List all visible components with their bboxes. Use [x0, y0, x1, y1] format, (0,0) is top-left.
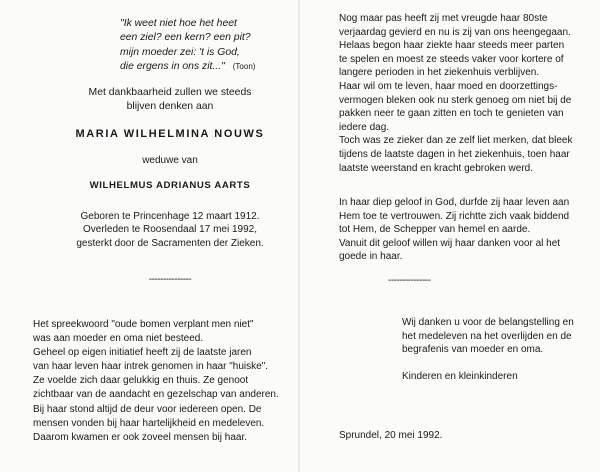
left-page [0, 0, 298, 472]
text-line: Vanuit dit geloof willen wij haar danken voor al het [339, 237, 561, 249]
widow-of-label: weduwe van [142, 155, 198, 166]
text-line: laatste weerstand en kracht gebroken werd. [339, 162, 533, 174]
memory-intro-line: blijven denken aan [126, 101, 214, 113]
text-line: verjaardag gevierd en nu is zij van ons heengegaan. [339, 26, 571, 38]
poem-author: (Toon) [232, 61, 256, 71]
right-page [300, 0, 600, 472]
story-line: mensen vonden bij haar hartelijkheid en medeleven. [33, 417, 265, 429]
poem [120, 17, 295, 74]
faith-paragraph [339, 196, 591, 264]
text-line: langere perioden in het ziekenhuis verblijven. [339, 67, 540, 79]
poem-line-text: die ergens in ons zit..." [120, 60, 225, 72]
story-line: was aan moeder en oma niet besteed. [33, 333, 204, 345]
story-line: Ze voelde zich daar gelukkig en thuis. Ze genoot [33, 375, 249, 387]
memory-intro [70, 86, 270, 115]
story-line: Bij haar stond altijd de deur voor iedereen open. De [33, 403, 262, 415]
text-line: Wij danken u voor de belangstelling en [402, 317, 574, 328]
birth-line: Geboren te Princenhage 12 maart 1912. [80, 211, 260, 222]
poem-line: een ziel? een kern? een pit? [120, 32, 251, 44]
text-line: begrafenis van moeder en oma. [402, 344, 544, 356]
text-line: Helaas begon haar ziekte haar steeds meer parten [339, 40, 565, 52]
story-line: zichtbaar van de aandacht en gezelschap van anderen. [33, 389, 279, 401]
place-date: Sprundel, 20 mei 1992. [339, 430, 443, 441]
thanks-paragraph [402, 316, 592, 357]
death-line: Overleden te Roosendaal 17 mei 1992, [82, 224, 257, 236]
text-line: Haar wil om te leven, haar moed en doorzettings- [339, 80, 558, 92]
sacraments-line: gesterkt door de Sacramenten der Zieken. [76, 237, 264, 249]
husband-name: WILHELMUS ADRIANUS AARTS [89, 180, 251, 191]
text-line: Toch was ze zieker dan ze zelf liet merken, dat bleek [339, 135, 573, 147]
story-line: van haar leven haar intrek genomen in haar "huiske". [33, 361, 269, 373]
poem-line: mijn moeder zei: 't is God, [120, 46, 240, 58]
text-line: Hem toe te vertrouwen. Zij richtte zich vaak biddend [339, 210, 570, 222]
story-paragraph [33, 318, 277, 445]
life-paragraph [339, 12, 591, 175]
text-line: vermogen bleken ook nu sterk genoeg om niet bij de [339, 94, 572, 106]
poem-line [120, 60, 295, 74]
story-line: Geheel op eigen initiatief heeft zij de laatste jaren [33, 347, 252, 359]
text-line: Nog maar pas heeft zij met vreugde haar 80ste [339, 13, 548, 24]
text-line: het medeleven na het overlijden en de [402, 330, 572, 342]
text-line: tot Hem, de Schepper van hemel en aarde. [339, 224, 531, 236]
story-line: Het spreekwoord "oude bomen verplant men niet" [33, 319, 254, 330]
text-line: iedere dag. [339, 121, 390, 133]
story-line: Daarom kwamen er ook zoveel mensen bij haar. [33, 431, 247, 443]
deceased-name: MARIA WILHELMINA NOUWS [75, 128, 265, 140]
text-line: tijdens de laatste dagen in het ziekenhuis, toen haar [339, 148, 570, 160]
text-line: In haar diep geloof in God, durfde zij haar leven aan [339, 197, 570, 208]
text-line: goede in haar. [339, 251, 403, 263]
separator: --------------- [148, 274, 192, 285]
memory-intro-line: Met dankbaarheid zullen we steeds [88, 87, 252, 98]
separator: --------------- [388, 275, 431, 286]
text-line: te spelen en moest ze steeds vaker voor kortere of [339, 53, 564, 65]
signature: Kinderen en kleinkinderen [402, 371, 518, 382]
life-dates [70, 210, 270, 250]
poem-line: "Ik weet niet hoe het heet [120, 18, 237, 29]
text-line: pakken neer te gaan zitten en toch te genieten van [339, 108, 564, 120]
